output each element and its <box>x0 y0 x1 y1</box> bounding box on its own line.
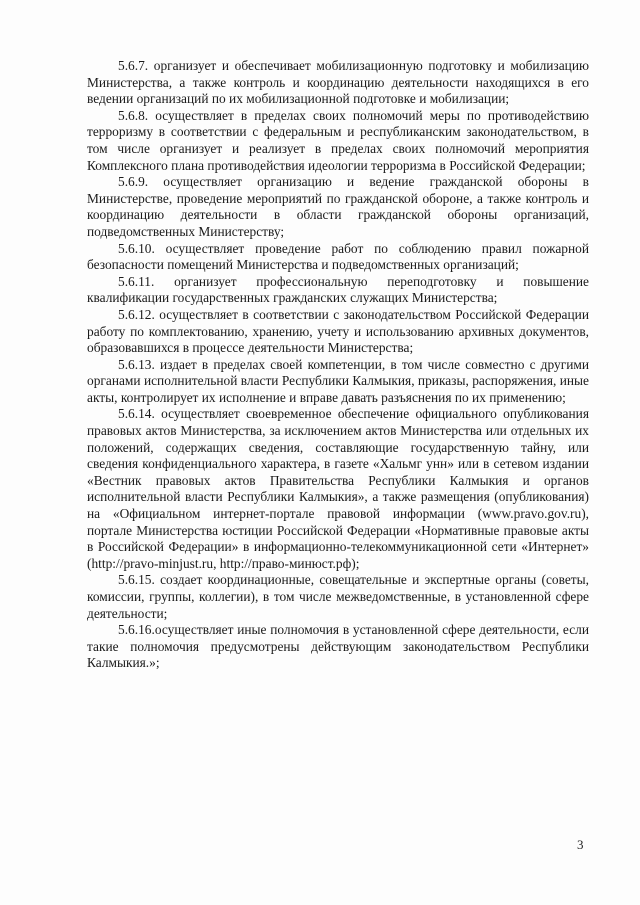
clause-5-6-9: 5.6.9. осуществляет организацию и ведение гражданской обороны в Министерстве, проведение мероприятий по гражданской обороне, а также контроль и координацию деятельности в области гражданской обороны организаций, подведомственных Министерству; <box>87 174 589 239</box>
clause-5-6-15: 5.6.15. создает координационные, совещательные и экспертные органы (советы, комиссии, группы, коллегии), в том числе межведомственные, в установленной сфере деятельности; <box>87 572 589 621</box>
clause-5-6-11: 5.6.11. организует профессиональную переподготовку и повышение квалификации государственных гражданских служащих Министерства; <box>87 273 589 306</box>
document-body <box>87 58 589 672</box>
clause-5-6-10: 5.6.10. осуществляет проведение работ по соблюдению правил пожарной безопасности помещений Министерства и подведомственных организаций; <box>87 240 589 273</box>
clause-5-6-7: 5.6.7. организует и обеспечивает мобилизационную подготовку и мобилизацию Министерства, а также контроль и координацию деятельности находящихся в его ведении организаций по их мобилизационной подготовке и мобилизации; <box>87 58 589 107</box>
clause-5-6-12: 5.6.12. осуществляет в соответствии с законодательством Российской Федерации работу по комплектованию, хранению, учету и использованию архивных документов, образовавшихся в процессе деятельности Министерства; <box>87 306 589 356</box>
clause-5-6-13: 5.6.13. издает в пределах своей компетенции, в том числе совместно с другими органами исполнительной власти Республики Калмыкия, приказы, распоряжения, иные акты, контролирует их исполнение и вправе давать разъяснения по их применению; <box>87 356 589 405</box>
clause-5-6-14: 5.6.14. осуществляет своевременное обеспечение официального опубликования правовых актов Министерства, за исключением актов Министерства или отдельных их положений, содержащих сведения, составляющие государственную тайну, или сведения конфиденциального характера, в газете «Хальмг унн» или в сетевом издании «Вестник правовых актов Правительства Республики Калмыкия и органов исполнительной власти Республики Калмыкия», а также размещения (опубликования) на «Официальном интернет-портале правовой информации (www.pravo.gov.ru), портале Министерства юстиции Российской Федерации «Нормативные правовые акты в Российской Федерации» в информационно-телекоммуникационной сети «Интернет» (http://pravo-minjust.ru, http://право-минюст.рф); <box>87 406 589 571</box>
page-number: 3 <box>577 837 584 852</box>
clause-5-6-16: 5.6.16.осуществляет иные полномочия в установленной сфере деятельности, если такие полномочия предусмотрены действующим законодательством Республики Калмыкия.»; <box>87 622 589 671</box>
clause-5-6-8: 5.6.8. осуществляет в пределах своих полномочий меры по противодействию терроризму в соответствии с федеральным и республиканским законодательством, в том числе организует и реализует в пределах своих полномочий мероприятия Комплексного плана противодействия идеологии терроризма в Российской Федерации; <box>87 107 589 173</box>
